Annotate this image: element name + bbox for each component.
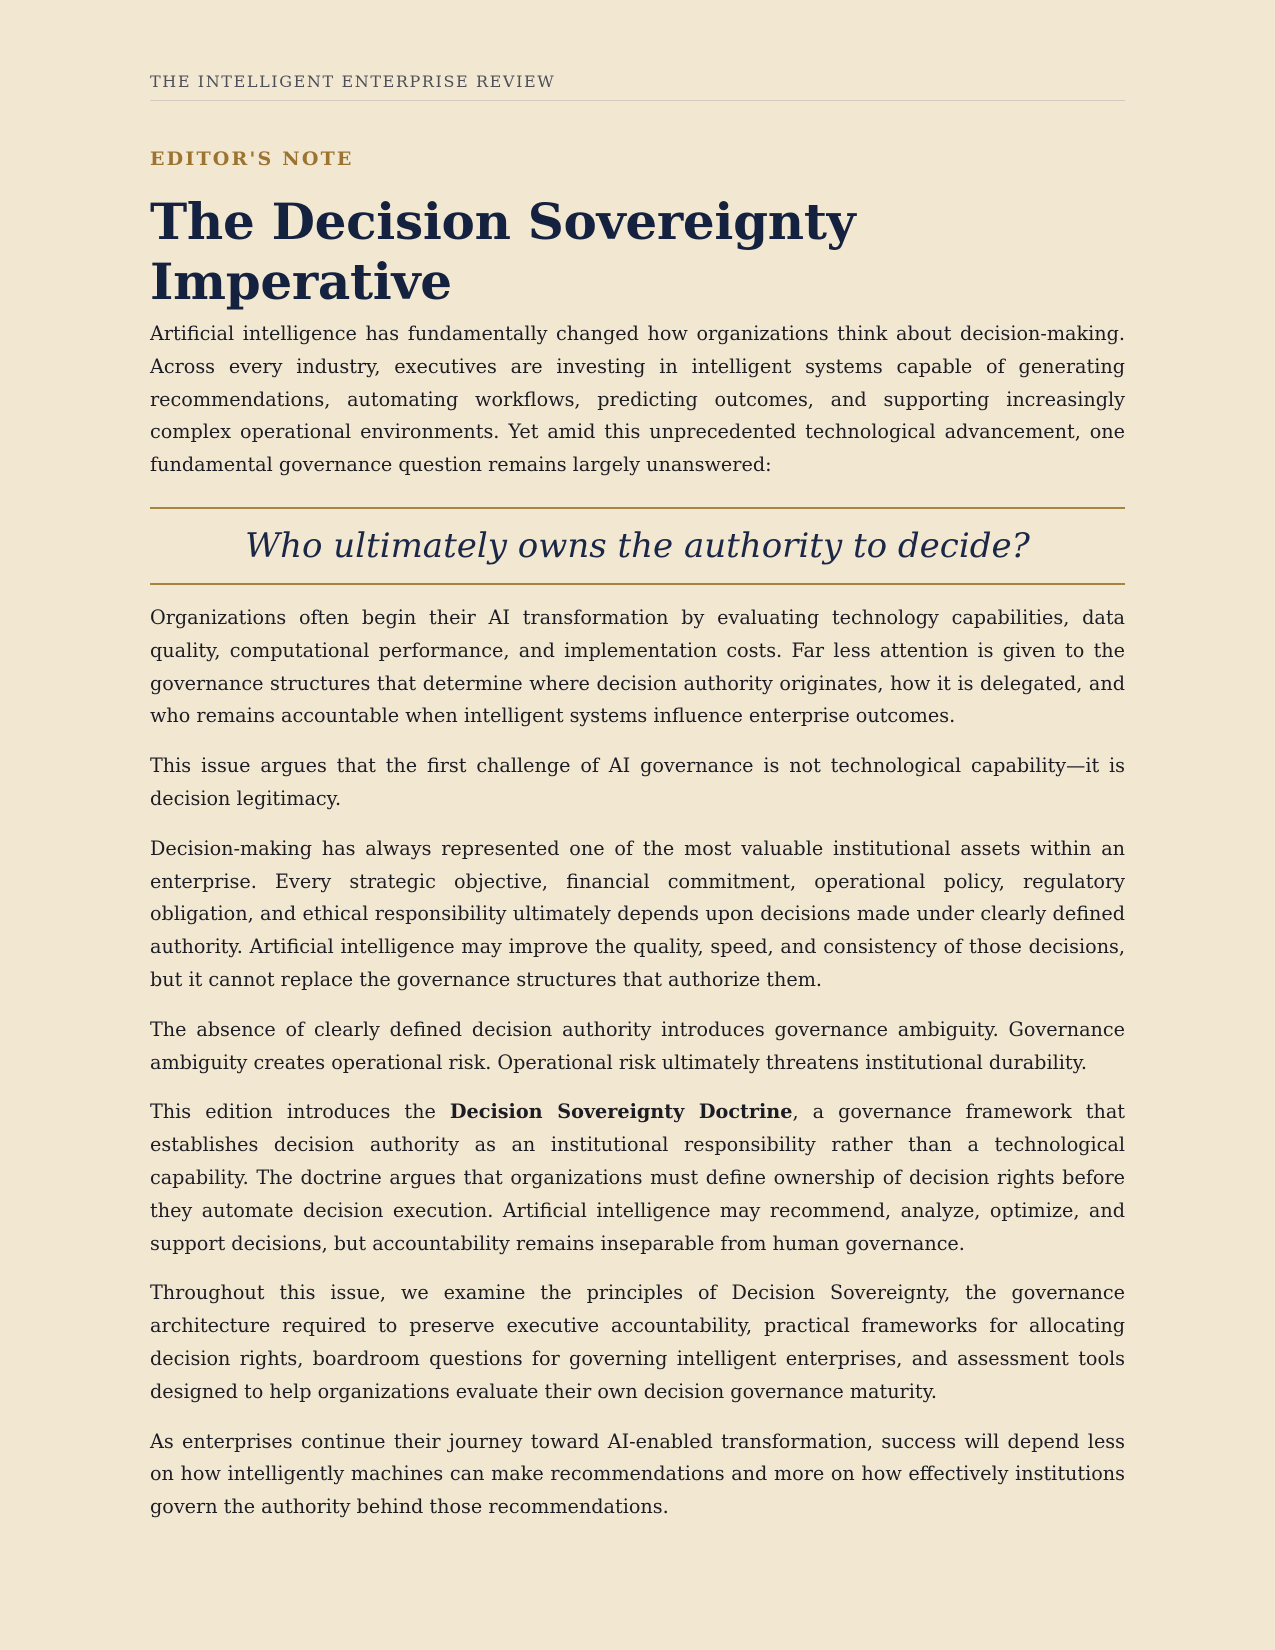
- doctrine-name: Decision Sovereignty Doctrine: [449, 1100, 793, 1124]
- article-title: The Decision Sovereignty Imperative: [150, 192, 856, 311]
- publication-masthead: THE INTELLIGENT ENTERPRISE REVIEW: [150, 72, 1125, 101]
- body-paragraph: Organizations often begin their AI transformation by evaluating technology capabilities, data quality, computational performance, and implementation costs. Far less attention is given to the governance structures that determine where decision authority originates, how it is delegated, and who remains accountable when intelligent systems influence enterprise outcomes.: [150, 605, 1125, 728]
- doctrine-paragraph: [150, 1096, 1125, 1260]
- body-paragraph: The absence of clearly defined decision authority introduces governance ambiguity. Governance ambiguity creates operational risk. Operational risk ultimately threatens institutional durability.: [150, 1017, 1125, 1074]
- body-paragraph: This issue argues that the first challenge of AI governance is not technological capability—it is decision legitimacy.: [150, 754, 1125, 810]
- intro-paragraph: Artificial intelligence has fundamentally changed how organizations think about decision-making. Across every industry, executives are investing in intelligent systems capable of generating recommendations, automating workflows, predicting outcomes, and supporting increasingly complex operational environments. Yet amid this unprecedented technological advancement, one fundamental governance question remains largely unanswered:: [150, 322, 1125, 477]
- pull-quote: Who ultimately owns the authority to decide?: [150, 507, 1125, 585]
- closing-paragraph: As enterprises continue their journey toward AI-enabled transformation, success will depend less on how intelligently machines can make recommendations and more on how effectively institutions govern the authority behind those recommendations.: [150, 1429, 1125, 1519]
- section-kicker: EDITOR'S NOTE: [150, 148, 354, 170]
- doctrine-text-after: , a governance framework that establishes decision authority as an institutional responsibility rather than a technological capability. The doctrine argues that organizations must define ownership of decision rights before they automate decision execution. Artificial intelligence may recommend, analyze, optimize, and support decisions, but accountability remains inseparable from human governance.: [150, 1100, 1125, 1255]
- doctrine-text-before: This edition introduces the: [150, 1100, 450, 1124]
- body-paragraph: Decision-making has always represented one of the most valuable institutional assets within an enterprise. Every strategic objective, financial commitment, operational policy, regulatory obligation, and ethical responsibility ultimately depends upon decisions made under clearly defined authority. Artificial intelligence may improve the quality, speed, and consistency of those decisions, but it cannot replace the governance structures that authorize them.: [150, 836, 1125, 991]
- document-page: [150, 0, 1125, 1524]
- body-paragraph: Throughout this issue, we examine the principles of Decision Sovereignty, the governance architecture required to preserve executive accountability, practical frameworks for allocating decision rights, boardroom questions for governing intelligent enterprises, and assessment tools designed to help organizations evaluate their own decision governance maturity.: [150, 1281, 1125, 1403]
